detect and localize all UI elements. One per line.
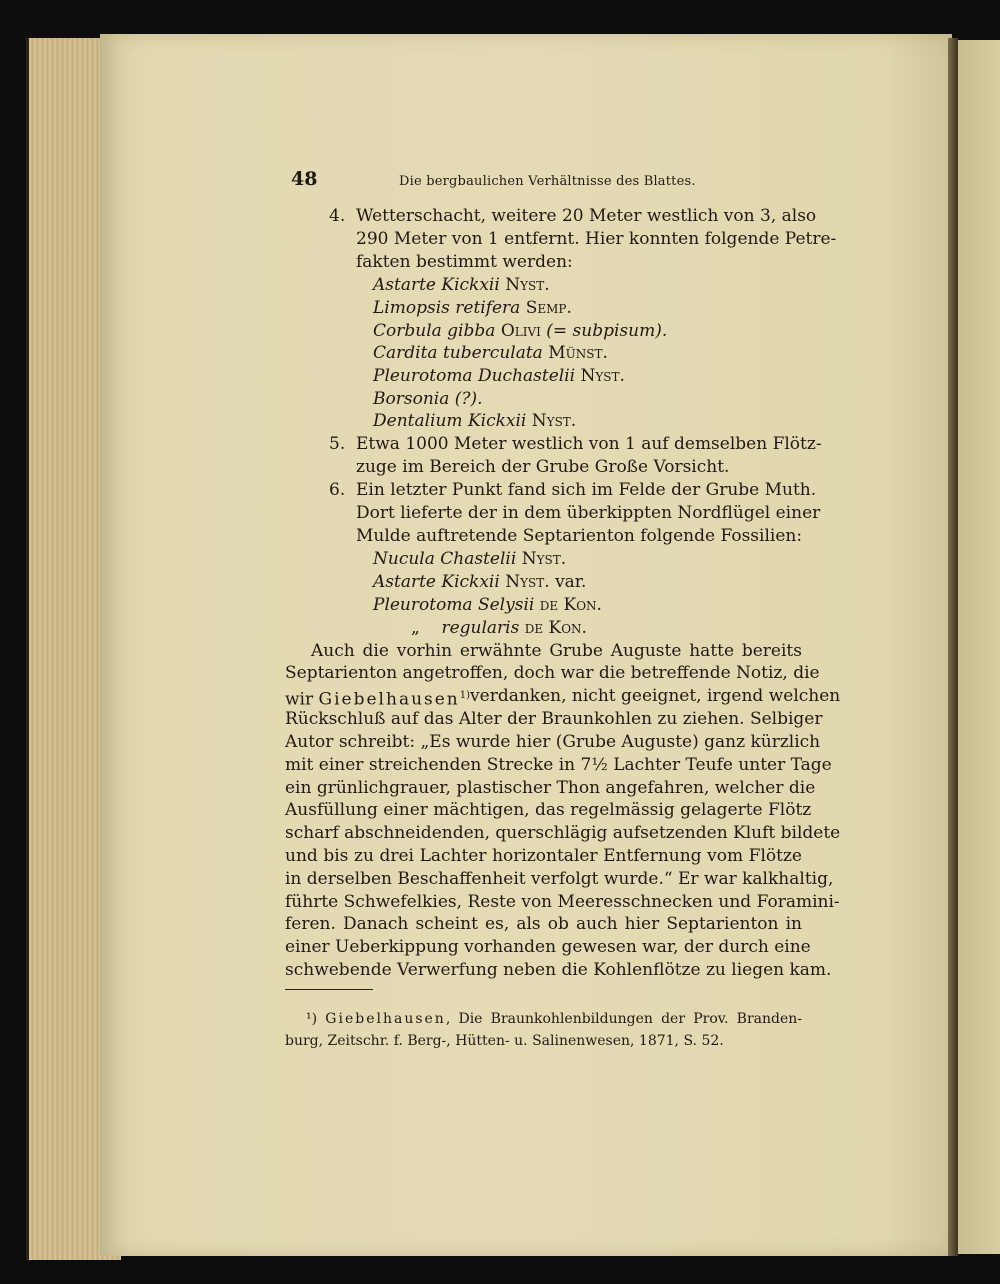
paragraph-line: Rückschluß auf das Alter der Braunkohlen zu ziehen. Selbiger [285, 709, 823, 729]
page-number: 48 [291, 168, 318, 190]
item-line: Dort lieferte der in dem überkippten Nordflügel einer [356, 503, 821, 523]
fossil-entry: Astarte Kickxii Nyst. var. [373, 572, 587, 592]
paragraph-line: Septarienton angetroffen, doch war die betreffende Notiz, die [285, 663, 820, 683]
item-line: zuge im Bereich der Grube Große Vorsicht. [356, 457, 730, 477]
paragraph-line: schwebende Verwerfung neben die Kohlenflötze zu liegen kam. [285, 960, 832, 980]
paragraph-line: und bis zu drei Lachter horizontaler Entfernung vom Flötze [285, 846, 802, 866]
page-header [291, 168, 791, 190]
fossil-entry: Dentalium Kickxii Nyst. [373, 411, 577, 431]
item-line: Etwa 1000 Meter westlich von 1 auf demselben Flötz- [356, 434, 822, 454]
footnote-rule [285, 989, 373, 990]
item-number: 4. [329, 206, 346, 226]
paragraph-line: führte Schwefelkies, Reste von Meeresschnecken und Foramini- [285, 892, 840, 912]
item-line: Ein letzter Punkt fand sich im Felde der Grube Muth. [356, 480, 817, 500]
item-number: 6. [329, 480, 346, 500]
gutter [948, 38, 958, 1256]
footnote-line: ¹) Giebelhausen, Die Braunkohlenbildungen der Prov. Branden- [306, 1011, 803, 1027]
fossil-entry: Nucula Chastelii Nyst. [373, 549, 567, 569]
item-line: 290 Meter von 1 entfernt. Hier konnten folgende Petre- [356, 229, 837, 249]
fossil-entry: Cardita tuberculata Münst. [373, 343, 608, 363]
next-page-edge [958, 40, 1000, 1254]
fossil-entry: Pleurotoma Duchastelii Nyst. [373, 366, 625, 386]
fossil-entry: „ regularis de Kon. [411, 618, 587, 638]
item-line: Mulde auftretende Septarienton folgende Fossilien: [356, 526, 803, 546]
paragraph-line: Ausfüllung einer mächtigen, das regelmässig gelagerte Flötz [285, 800, 812, 820]
fossil-entry: Borsonia (?). [373, 389, 483, 409]
item-line: Wetterschacht, weitere 20 Meter westlich von 3, also [356, 206, 817, 226]
paragraph-line: ein grünlichgrauer, plastischer Thon angefahren, welcher die [285, 778, 816, 798]
item-line: fakten bestimmt werden: [356, 252, 573, 272]
paragraph-line: feren. Danach scheint es, als ob auch hier Septarienton in [285, 914, 802, 934]
paragraph-line: wir Giebelhausen$^{1)}$ verdanken, nicht geeignet, irgend welchen [285, 686, 841, 710]
fossil-entry: Pleurotoma Selysii de Kon. [373, 595, 602, 615]
footnote-line: burg, Zeitschr. f. Berg-, Hütten- u. Salinenwesen, 1871, S. 52. [285, 1033, 724, 1049]
cited-author: Giebelhausen [318, 689, 460, 710]
running-title: Die bergbaulichen Verhältnisse des Blattes. [399, 174, 696, 189]
paragraph-line: mit einer streichenden Strecke in 7½ Lachter Teufe unter Tage [285, 755, 832, 775]
fossil-entry: Astarte Kickxii Nyst. [373, 275, 550, 295]
paragraph-line: in derselben Beschaffenheit verfolgt wurde.“ Er war kalkhaltig, [285, 869, 834, 889]
paragraph-line: Autor schreibt: „Es wurde hier (Grube Auguste) ganz kürzlich [285, 732, 821, 752]
fossil-entry: Limopsis retifera Semp. [373, 298, 572, 318]
paragraph-line: einer Ueberkippung vorhanden gewesen war, der durch eine [285, 937, 811, 957]
paragraph-line: Auch die vorhin erwähnte Grube Auguste hatte bereits [311, 641, 802, 661]
fossil-entry: Corbula gibba Olivi (= subpisum). [373, 321, 668, 341]
paragraph-line: scharf abschneidenden, querschlägig aufsetzenden Kluft bildete [285, 823, 841, 843]
item-number: 5. [329, 434, 346, 454]
